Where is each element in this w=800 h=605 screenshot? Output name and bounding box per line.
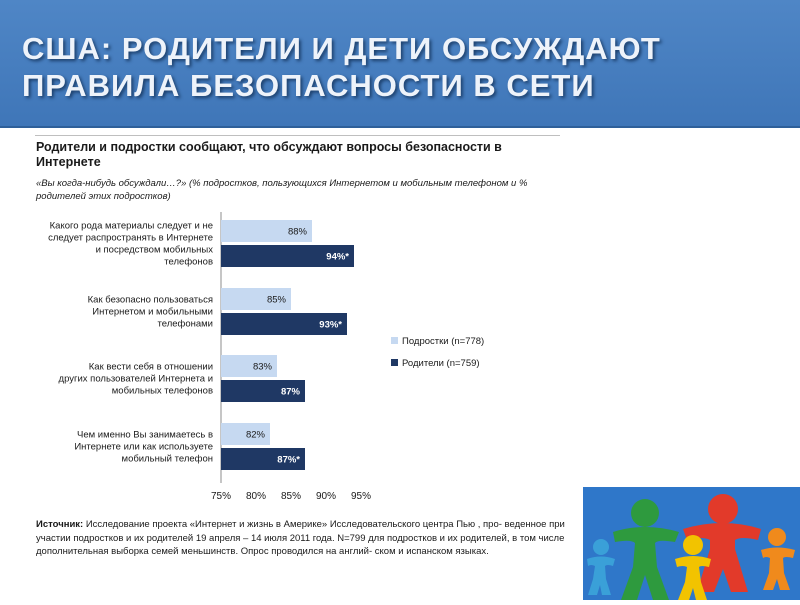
chart-title: Родители и подростки сообщают, что обсуждают вопросы безопасности в Интернете [36,140,502,169]
slide-title-line1: США: РОДИТЕЛИ И ДЕТИ ОБСУЖДАЮТ [22,31,661,66]
family-figures-image [583,487,800,600]
data-label: 82% [245,429,265,441]
orange-child-figure [761,528,795,590]
x-tick-label: 85% [280,491,302,502]
x-tick-label: 75% [210,491,232,502]
green-figure [613,499,679,600]
source-text: Исследование проекта «Интернет и жизнь в Америке» Исследовательского центра Пью , про- веденное при участии подростков и их родителей 19 апреля – 14 июля 2011 года. N=799 для подростков и их родителей, в том числе дополнительная выборка семей меньшинств. Опрос проводился на англий- ском и испанском языках. [36,519,565,557]
data-label: 83% [252,361,272,373]
category-label: Чем именно Вы занимаетесь в Интернете или как используете мобильный телефон [74,429,213,465]
family-logo [583,487,800,600]
x-tick-label: 80% [245,491,267,502]
legend-swatch [391,359,398,366]
chart-subtitle: «Вы когда-нибудь обсуждали…?» (% подростков, пользующихся Интернетом и мобильным телефоном и % родителей этих подростков) [36,178,528,202]
data-label: 87% [280,386,300,398]
category-label: Какого рода материалы следует и не следует распространять в Интернете и посредством мобильных телефонов [48,220,213,268]
legend-swatch [391,337,398,344]
category-label: Как вести себя в отношении других пользователей Интернета и мобильных телефонов [58,361,213,397]
data-label: 94%* [326,251,349,263]
data-label: 88% [287,226,307,238]
category-label: Как безопасно пользоваться Интернетом и мобильными телефонами [87,294,213,330]
data-label: 85% [266,294,286,306]
data-label: 93%* [319,319,342,331]
legend-label: Родители (n=759) [402,358,480,369]
x-tick-label: 90% [315,491,337,502]
data-label: 87%* [277,454,300,466]
source-note [36,518,566,559]
source-label: Источник: [36,519,84,530]
blue-child-figure [587,539,615,595]
slide-title-line2: ПРАВИЛА БЕЗОПАСНОСТИ В СЕТИ [22,68,595,103]
legend-label: Подростки (n=778) [402,336,485,347]
x-tick-label: 95% [350,491,372,502]
